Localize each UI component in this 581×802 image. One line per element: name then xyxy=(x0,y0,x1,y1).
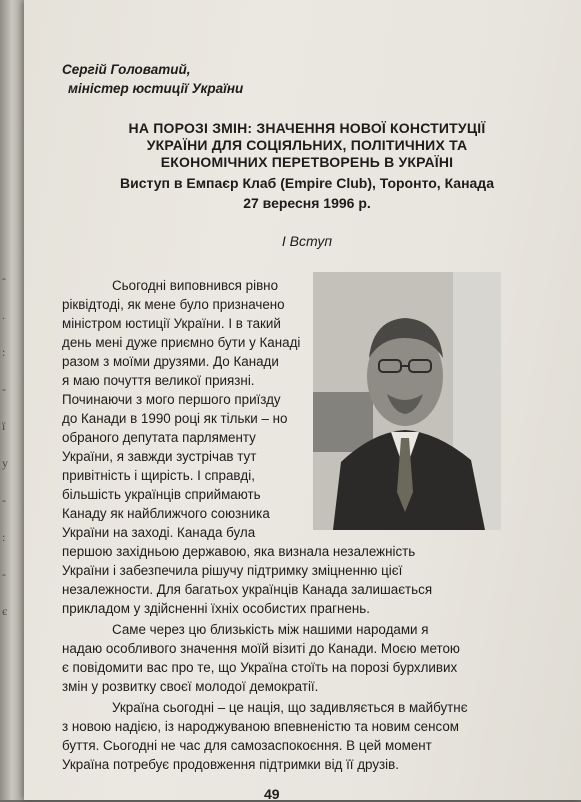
body-line: більшість українців сприймають xyxy=(62,487,261,502)
body-line: Канаду як найближчого союзника xyxy=(62,506,270,521)
body-line: привітність і щирість. І справді, xyxy=(62,468,255,483)
title-line: УКРАЇНИ ДЛЯ СОЦІЯЛЬНИХ, ПОЛІТИЧНИХ ТА xyxy=(146,137,468,153)
author-role: міністер юстиції України xyxy=(68,81,244,96)
previous-page-edge xyxy=(0,0,26,800)
speech-title xyxy=(64,120,550,171)
author-photo xyxy=(313,272,501,530)
body-line: Україна сьогодні – це нація, що задивляється в майбутнє xyxy=(112,700,468,715)
body-line: я маю почуття великої приязні. xyxy=(62,373,255,388)
body-line: до Канади в 1990 році як тільки – но xyxy=(62,411,288,426)
body-line: є повідомити вас про те, що Україна стоїть на порозі бурхливих xyxy=(62,660,458,675)
author-block xyxy=(62,60,243,98)
book-page xyxy=(24,0,581,800)
speech-subtitle xyxy=(64,173,550,213)
body-line: обраного депутата парляменту xyxy=(62,430,256,445)
date-line: 27 вересня 1996 р. xyxy=(243,195,371,211)
body-line: України і забезпечила рішучу підтримку зміцненню цієї xyxy=(62,563,403,578)
title-line: НА ПОРОЗІ ЗМІН: ЗНАЧЕННЯ НОВОЇ КОНСТИТУЦІЇ xyxy=(128,120,486,136)
body-line: ріквідтоді, як мене було призначено xyxy=(62,297,285,312)
body-line: незалежности. Для багатьох українців Канада залишається xyxy=(62,582,433,597)
body-line: Сьогодні виповнився рівно xyxy=(112,278,279,293)
body-line: Починаючи з мого першого приїзду xyxy=(62,392,281,407)
body-line: надаю особливого значення моїй візиті до Канади. Моєю метою xyxy=(62,641,460,656)
body-line: з новою надією, із народжуваною впевненістю та новим сенсом xyxy=(62,719,460,734)
author-name: Сергій Головатий, xyxy=(62,62,191,77)
body-line: змін у розвитку своєї молодої демократії. xyxy=(62,679,319,694)
body-line: разом з моїми друзями. До Канади xyxy=(62,354,279,369)
section-heading: І Вступ xyxy=(281,233,333,249)
previous-page-margin-marks: ‐ . : ‐ ї у ‐ : ‐ є xyxy=(2,271,8,618)
body-line: міністром юстиції України. І в такий xyxy=(62,316,281,331)
body-line: Саме через цю близькість між нашими народами я xyxy=(112,622,429,637)
body-line: день мені дуже приємно бути у Канаді xyxy=(62,335,301,350)
page-number: 49 xyxy=(264,786,280,802)
body-line: Україна потребує продовження підтримки від її друзів. xyxy=(62,757,399,772)
body-line: прикладом у здійсненні їхніх особистих прагнень. xyxy=(62,601,370,616)
body-line: України, я завжди зустрічав тут xyxy=(62,449,257,464)
body-line: України на заході. Канада була xyxy=(62,525,256,540)
venue-line: Виступ в Емпаєр Клаб (Empire Club), Торонто, Канада xyxy=(120,175,494,191)
title-line: ЕКОНОМІЧНИХ ПЕРЕТВОРЕНЬ В УКРАЇНІ xyxy=(160,154,454,170)
body-line: першою західньою державою, яка визнала незалежність xyxy=(62,544,416,559)
body-line: буття. Сьогодні не час для самозаспокоєння. В цей момент xyxy=(62,738,432,753)
